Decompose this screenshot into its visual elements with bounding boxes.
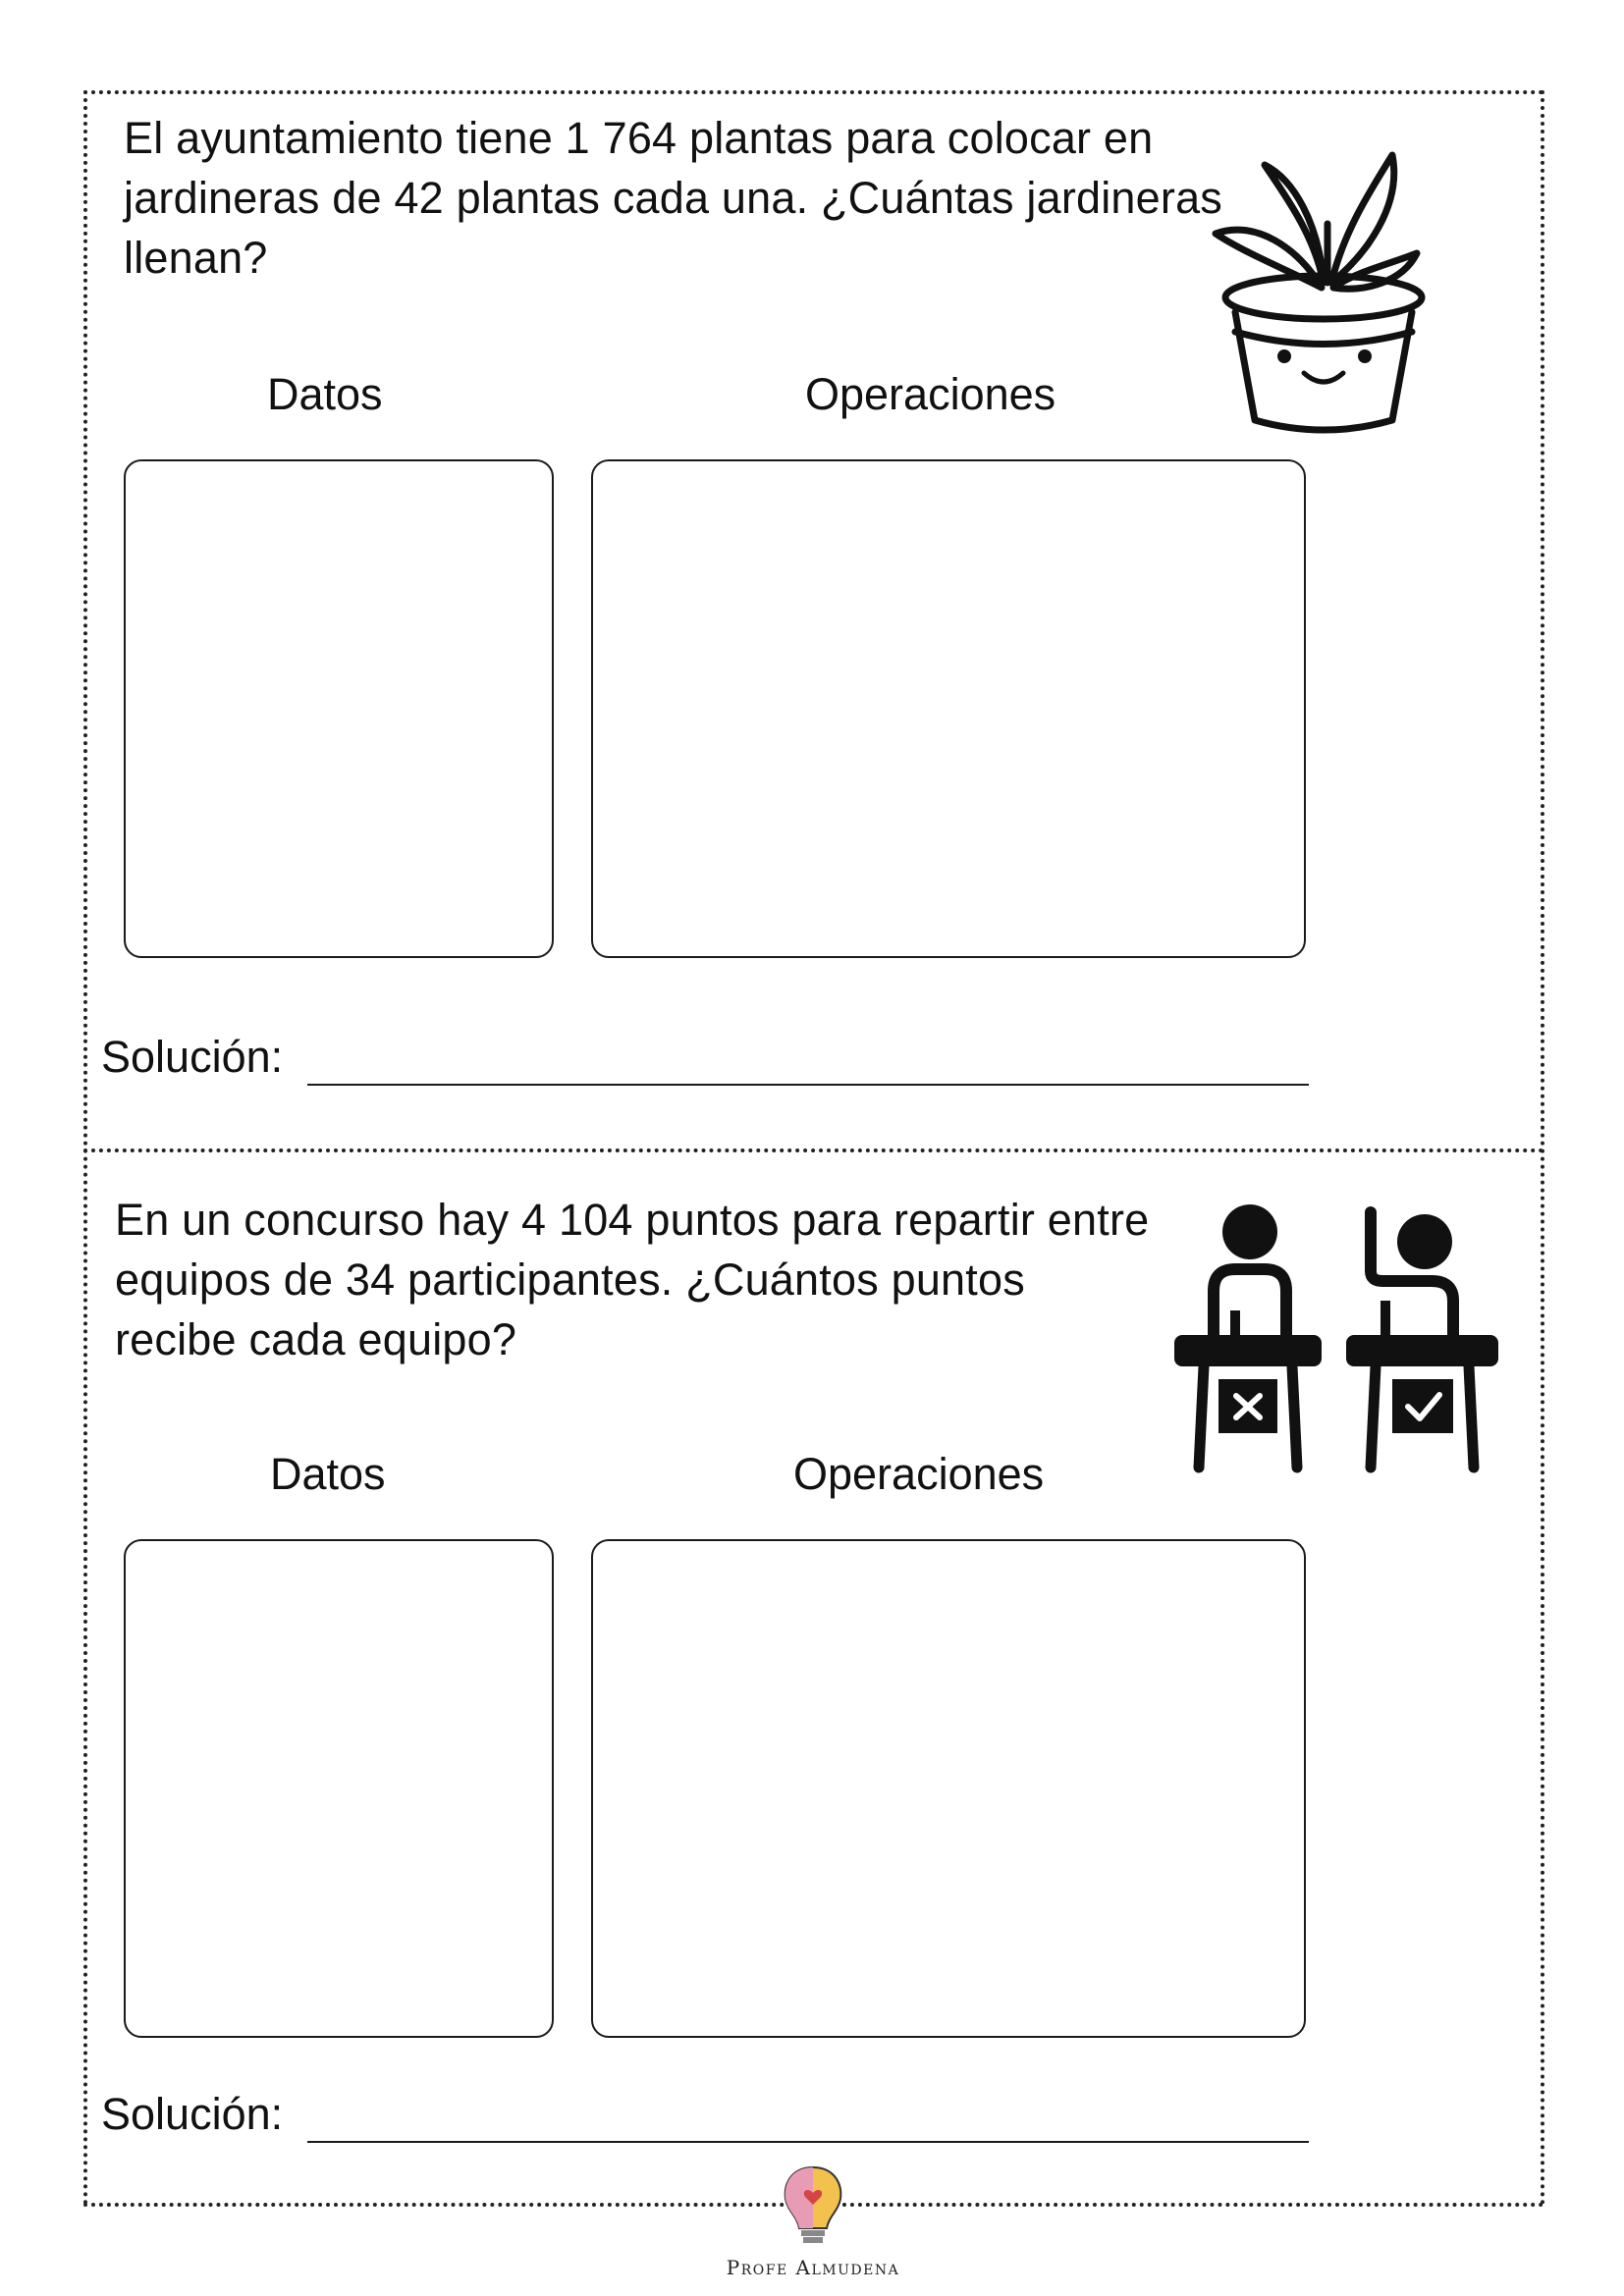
- operaciones-box[interactable]: [591, 459, 1306, 958]
- datos-box[interactable]: [124, 1539, 554, 2038]
- solucion-line[interactable]: [307, 1084, 1309, 1086]
- operaciones-box[interactable]: [591, 1539, 1306, 2038]
- solucion-line[interactable]: [307, 2141, 1309, 2143]
- solucion-label: Solución:: [101, 1032, 284, 1082]
- footer-logo-text: Profe Almudena: [726, 2256, 900, 2279]
- plant-pot-icon: [1206, 126, 1441, 440]
- section-divider: [83, 1148, 1544, 1152]
- datos-label: Datos: [267, 369, 383, 419]
- datos-label: Datos: [270, 1449, 386, 1499]
- datos-box[interactable]: [124, 459, 554, 958]
- operaciones-label: Operaciones: [793, 1449, 1045, 1499]
- contestants-at-desks-icon: [1174, 1202, 1498, 1477]
- operaciones-label: Operaciones: [805, 369, 1056, 419]
- solucion-label: Solución:: [101, 2089, 284, 2139]
- problem-statement: En un concurso hay 4 104 puntos para repartir entre equipos de 34 participantes. ¿Cuántos puntos recibe cada equipo?: [115, 1195, 1150, 1364]
- problem-statement: El ayuntamiento tiene 1 764 plantas para colocar en jardineras de 42 plantas cada una. ¿Cuántas jardineras llenan?: [124, 113, 1222, 283]
